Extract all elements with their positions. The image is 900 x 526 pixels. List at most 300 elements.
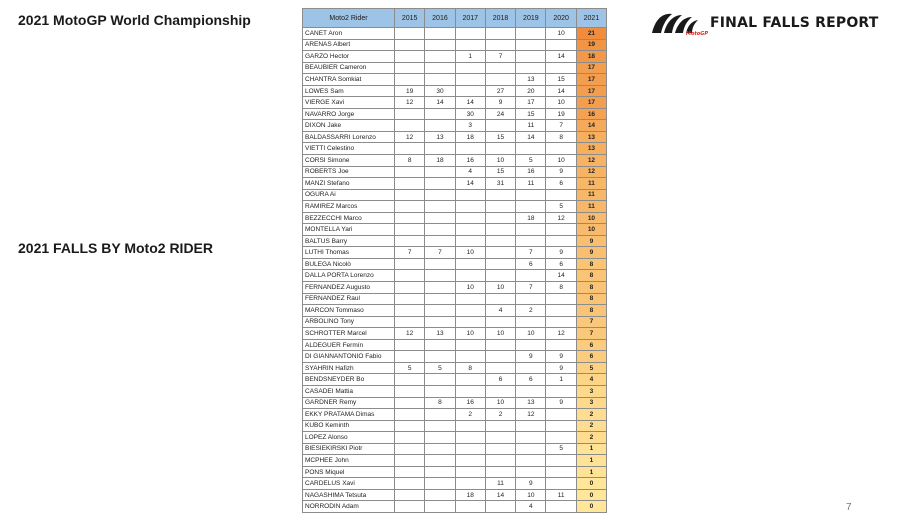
falls-year-cell	[485, 247, 515, 259]
falls-year-cell: 11	[485, 478, 515, 490]
rider-name-cell: SYAHRIN Hafizh	[303, 362, 395, 374]
falls-year-cell: 14	[546, 270, 576, 282]
falls-year-cell	[485, 74, 515, 86]
falls-year-cell	[485, 385, 515, 397]
falls-year-cell	[485, 189, 515, 201]
falls-year-cell: 2	[485, 409, 515, 421]
falls-year-cell	[455, 235, 485, 247]
falls-year-cell	[485, 143, 515, 155]
table-row	[303, 258, 607, 270]
falls-year-cell: 13	[516, 74, 546, 86]
rider-name-cell: OGURA Ai	[303, 189, 395, 201]
falls-year-cell	[485, 224, 515, 236]
falls-year-cell	[395, 143, 425, 155]
falls-year-cell: 9	[546, 247, 576, 259]
falls-year-cell	[395, 501, 425, 513]
falls-year-cell	[485, 466, 515, 478]
final-falls-report-title: FINAL FALLS REPORT	[710, 15, 879, 31]
falls-year-cell	[395, 455, 425, 467]
falls-year-cell	[485, 316, 515, 328]
falls-year-cell	[485, 339, 515, 351]
falls-year-cell: 14	[516, 131, 546, 143]
falls-year-cell	[455, 143, 485, 155]
rider-name-cell: GARZO Hector	[303, 51, 395, 63]
table-row	[303, 409, 607, 421]
falls-2021-cell: 12	[576, 155, 606, 167]
falls-2021-cell: 17	[576, 85, 606, 97]
falls-2021-cell: 11	[576, 189, 606, 201]
falls-2021-cell: 3	[576, 385, 606, 397]
falls-year-cell	[516, 143, 546, 155]
falls-year-cell: 9	[546, 166, 576, 178]
falls-year-cell: 5	[395, 362, 425, 374]
falls-year-cell	[485, 212, 515, 224]
table-row	[303, 362, 607, 374]
rider-name-cell: KUBO Keminth	[303, 420, 395, 432]
falls-year-cell	[516, 51, 546, 63]
falls-year-cell	[455, 212, 485, 224]
section-title: 2021 FALLS BY Moto2 RIDER	[18, 240, 214, 256]
falls-year-cell: 7	[395, 247, 425, 259]
falls-year-cell: 31	[485, 178, 515, 190]
table-row	[303, 108, 607, 120]
falls-year-cell	[516, 339, 546, 351]
falls-year-cell	[485, 362, 515, 374]
falls-year-cell: 9	[516, 351, 546, 363]
rider-name-cell: BALTUS Barry	[303, 235, 395, 247]
falls-2021-cell: 6	[576, 339, 606, 351]
falls-year-cell	[395, 397, 425, 409]
falls-year-cell: 8	[455, 362, 485, 374]
falls-year-cell: 13	[425, 328, 455, 340]
falls-year-cell: 10	[546, 155, 576, 167]
falls-2021-cell: 2	[576, 420, 606, 432]
falls-2021-cell: 11	[576, 178, 606, 190]
falls-2021-cell: 5	[576, 362, 606, 374]
falls-year-cell	[425, 293, 455, 305]
falls-year-cell	[425, 501, 455, 513]
falls-year-cell: 7	[485, 51, 515, 63]
rider-name-cell: NAGASHIMA Tetsuta	[303, 489, 395, 501]
falls-year-cell	[425, 120, 455, 132]
falls-year-cell	[455, 28, 485, 40]
falls-year-cell	[455, 339, 485, 351]
falls-year-cell: 10	[546, 97, 576, 109]
table-row	[303, 443, 607, 455]
table-row	[303, 293, 607, 305]
falls-year-cell: 9	[546, 362, 576, 374]
rider-name-cell: GARDNER Remy	[303, 397, 395, 409]
falls-year-cell: 14	[425, 97, 455, 109]
falls-year-cell: 6	[516, 258, 546, 270]
falls-year-cell	[425, 385, 455, 397]
rider-name-cell: DALLA PORTA Lorenzo	[303, 270, 395, 282]
table-row	[303, 374, 607, 386]
table-row	[303, 131, 607, 143]
falls-year-cell: 5	[546, 443, 576, 455]
falls-year-cell: 10	[455, 282, 485, 294]
column-header-year: 2015	[395, 9, 425, 28]
falls-year-cell	[485, 120, 515, 132]
falls-2021-cell: 8	[576, 258, 606, 270]
rider-name-cell: CARDELUS Xavi	[303, 478, 395, 490]
falls-year-cell	[516, 235, 546, 247]
rider-name-cell: BEZZECCHI Marco	[303, 212, 395, 224]
falls-year-cell	[455, 385, 485, 397]
table-body	[303, 28, 607, 513]
falls-year-cell: 20	[516, 85, 546, 97]
falls-year-cell	[425, 258, 455, 270]
falls-year-cell	[395, 270, 425, 282]
falls-year-cell	[425, 108, 455, 120]
falls-year-cell	[425, 224, 455, 236]
falls-year-cell	[425, 28, 455, 40]
falls-year-cell	[395, 224, 425, 236]
falls-year-cell	[485, 351, 515, 363]
falls-year-cell	[485, 501, 515, 513]
falls-year-cell	[395, 316, 425, 328]
falls-year-cell: 12	[546, 212, 576, 224]
falls-year-cell	[395, 235, 425, 247]
falls-year-cell: 12	[395, 131, 425, 143]
column-header-year: 2017	[455, 9, 485, 28]
falls-year-cell	[395, 339, 425, 351]
rider-name-cell: NORRODIN Adam	[303, 501, 395, 513]
falls-year-cell	[455, 443, 485, 455]
falls-year-cell	[455, 189, 485, 201]
falls-year-cell: 15	[546, 74, 576, 86]
falls-year-cell	[425, 489, 455, 501]
falls-year-cell	[455, 201, 485, 213]
falls-year-cell	[455, 316, 485, 328]
falls-year-cell	[425, 351, 455, 363]
column-header-year: 2019	[516, 9, 546, 28]
table-row	[303, 74, 607, 86]
championship-title: 2021 MotoGP World Championship	[18, 12, 251, 28]
falls-year-cell	[546, 189, 576, 201]
rider-name-cell: BENDSNEYDER Bo	[303, 374, 395, 386]
table-row	[303, 501, 607, 513]
falls-2021-cell: 7	[576, 316, 606, 328]
falls-year-cell: 12	[395, 328, 425, 340]
table-row	[303, 97, 607, 109]
column-header-year: 2018	[485, 9, 515, 28]
falls-year-cell	[516, 316, 546, 328]
falls-year-cell: 12	[395, 97, 425, 109]
falls-year-cell: 9	[546, 397, 576, 409]
falls-year-cell: 6	[546, 178, 576, 190]
falls-year-cell	[546, 409, 576, 421]
falls-2021-cell: 17	[576, 97, 606, 109]
table-row	[303, 235, 607, 247]
table-row	[303, 62, 607, 74]
falls-year-cell	[516, 293, 546, 305]
falls-2021-cell: 19	[576, 39, 606, 51]
falls-year-cell: 16	[455, 155, 485, 167]
falls-year-cell	[546, 293, 576, 305]
falls-year-cell	[395, 62, 425, 74]
falls-year-cell	[395, 443, 425, 455]
table-row	[303, 28, 607, 40]
rider-name-cell: LOPEZ Alonso	[303, 432, 395, 444]
falls-year-cell	[485, 39, 515, 51]
falls-year-cell: 8	[546, 131, 576, 143]
table-row	[303, 316, 607, 328]
table-row	[303, 397, 607, 409]
falls-year-cell: 10	[485, 397, 515, 409]
falls-2021-cell: 0	[576, 478, 606, 490]
falls-year-cell	[425, 74, 455, 86]
falls-year-cell	[485, 62, 515, 74]
falls-year-cell: 14	[546, 85, 576, 97]
falls-year-cell: 10	[546, 28, 576, 40]
falls-year-cell	[395, 108, 425, 120]
falls-year-cell	[395, 51, 425, 63]
falls-year-cell	[425, 443, 455, 455]
rider-name-cell: CORSI Simone	[303, 155, 395, 167]
rider-name-cell: NAVARRO Jorge	[303, 108, 395, 120]
falls-2021-cell: 7	[576, 328, 606, 340]
falls-year-cell	[425, 62, 455, 74]
falls-year-cell: 13	[516, 397, 546, 409]
page-number: 7	[846, 502, 852, 513]
falls-year-cell	[516, 28, 546, 40]
falls-table	[302, 8, 607, 513]
falls-2021-cell: 1	[576, 466, 606, 478]
falls-year-cell	[485, 201, 515, 213]
table-row	[303, 85, 607, 97]
table-row	[303, 305, 607, 317]
falls-year-cell: 16	[516, 166, 546, 178]
falls-year-cell	[425, 432, 455, 444]
rider-name-cell: CHANTRA Somkiat	[303, 74, 395, 86]
rider-name-cell: MANZI Stefano	[303, 178, 395, 190]
falls-year-cell	[395, 166, 425, 178]
falls-year-cell	[516, 270, 546, 282]
rider-name-cell: BULEGA Nicolò	[303, 258, 395, 270]
rider-name-cell: MCPHEE John	[303, 455, 395, 467]
falls-year-cell	[455, 455, 485, 467]
rider-name-cell: BIESIEKIRSKI Piotr	[303, 443, 395, 455]
falls-year-cell	[455, 85, 485, 97]
falls-year-cell	[395, 420, 425, 432]
falls-year-cell	[516, 189, 546, 201]
falls-year-cell: 2	[455, 409, 485, 421]
falls-year-cell	[516, 362, 546, 374]
falls-year-cell	[395, 351, 425, 363]
falls-year-cell	[425, 166, 455, 178]
falls-year-cell: 19	[546, 108, 576, 120]
table-row	[303, 120, 607, 132]
falls-2021-cell: 8	[576, 305, 606, 317]
table-row	[303, 455, 607, 467]
falls-2021-cell: 0	[576, 501, 606, 513]
falls-year-cell	[485, 258, 515, 270]
rider-name-cell: CANET Aron	[303, 28, 395, 40]
falls-year-cell	[395, 478, 425, 490]
falls-year-cell	[485, 28, 515, 40]
falls-year-cell: 4	[485, 305, 515, 317]
falls-year-cell	[546, 235, 576, 247]
falls-year-cell	[455, 432, 485, 444]
table-row	[303, 339, 607, 351]
falls-year-cell	[395, 28, 425, 40]
falls-year-cell: 10	[485, 328, 515, 340]
falls-2021-cell: 14	[576, 120, 606, 132]
falls-2021-cell: 13	[576, 143, 606, 155]
falls-year-cell	[425, 51, 455, 63]
falls-year-cell	[425, 339, 455, 351]
table-row	[303, 420, 607, 432]
rider-name-cell: DIXON Jake	[303, 120, 395, 132]
falls-year-cell	[425, 189, 455, 201]
table-row	[303, 478, 607, 490]
falls-year-cell	[425, 409, 455, 421]
falls-year-cell	[395, 466, 425, 478]
falls-year-cell: 13	[425, 131, 455, 143]
falls-year-cell	[546, 385, 576, 397]
falls-2021-cell: 2	[576, 409, 606, 421]
falls-year-cell	[395, 409, 425, 421]
falls-year-cell: 7	[546, 120, 576, 132]
falls-year-cell: 11	[516, 120, 546, 132]
table-row	[303, 351, 607, 363]
falls-table-wrapper	[302, 8, 607, 513]
table-row	[303, 432, 607, 444]
falls-2021-cell: 12	[576, 166, 606, 178]
falls-year-cell: 14	[455, 97, 485, 109]
falls-year-cell: 19	[395, 85, 425, 97]
falls-year-cell: 10	[455, 247, 485, 259]
falls-2021-cell: 17	[576, 74, 606, 86]
falls-year-cell	[395, 212, 425, 224]
motogp-logo-icon	[650, 9, 709, 37]
falls-year-cell: 17	[516, 97, 546, 109]
falls-year-cell	[425, 316, 455, 328]
falls-year-cell: 15	[485, 166, 515, 178]
rider-name-cell: ALDEGUER Fermín	[303, 339, 395, 351]
falls-year-cell: 5	[546, 201, 576, 213]
falls-year-cell	[425, 270, 455, 282]
falls-2021-cell: 21	[576, 28, 606, 40]
falls-year-cell	[425, 282, 455, 294]
falls-year-cell	[516, 39, 546, 51]
rider-name-cell: PONS Miquel	[303, 466, 395, 478]
rider-name-cell: EKKY PRATAMA Dimas	[303, 409, 395, 421]
rider-name-cell: ARBOLINO Tony	[303, 316, 395, 328]
falls-year-cell	[516, 432, 546, 444]
falls-year-cell: 1	[455, 51, 485, 63]
table-row	[303, 466, 607, 478]
falls-year-cell: 14	[546, 51, 576, 63]
falls-year-cell: 12	[516, 409, 546, 421]
falls-2021-cell: 11	[576, 201, 606, 213]
falls-year-cell: 18	[425, 155, 455, 167]
falls-year-cell	[546, 224, 576, 236]
falls-2021-cell: 3	[576, 397, 606, 409]
falls-year-cell	[485, 443, 515, 455]
table-row	[303, 328, 607, 340]
falls-year-cell: 24	[485, 108, 515, 120]
falls-year-cell: 11	[546, 489, 576, 501]
falls-year-cell	[455, 258, 485, 270]
falls-year-cell: 10	[516, 328, 546, 340]
falls-year-cell	[425, 466, 455, 478]
falls-year-cell	[516, 224, 546, 236]
falls-year-cell: 7	[425, 247, 455, 259]
falls-year-cell: 14	[485, 489, 515, 501]
rider-name-cell: SCHROTTER Marcel	[303, 328, 395, 340]
falls-year-cell	[395, 293, 425, 305]
rider-name-cell: ARENAS Albert	[303, 39, 395, 51]
falls-year-cell	[425, 178, 455, 190]
table-row	[303, 39, 607, 51]
falls-year-cell: 15	[485, 131, 515, 143]
falls-year-cell	[455, 351, 485, 363]
falls-year-cell	[455, 501, 485, 513]
falls-year-cell	[546, 339, 576, 351]
falls-year-cell	[455, 466, 485, 478]
rider-name-cell: FERNANDEZ Raul	[303, 293, 395, 305]
falls-year-cell: 6	[485, 374, 515, 386]
falls-year-cell	[546, 432, 576, 444]
falls-year-cell	[395, 178, 425, 190]
rider-name-cell: LUTHI Thomas	[303, 247, 395, 259]
rider-name-cell: CASADEI Mattia	[303, 385, 395, 397]
table-row	[303, 178, 607, 190]
table-row	[303, 166, 607, 178]
falls-year-cell	[546, 455, 576, 467]
falls-year-cell	[546, 305, 576, 317]
falls-2021-cell: 8	[576, 270, 606, 282]
falls-year-cell	[485, 455, 515, 467]
falls-year-cell: 30	[425, 85, 455, 97]
falls-year-cell: 2	[516, 305, 546, 317]
falls-year-cell	[425, 235, 455, 247]
column-header-rider: Moto2 Rider	[303, 9, 395, 28]
falls-2021-cell: 9	[576, 247, 606, 259]
falls-year-cell	[395, 39, 425, 51]
falls-2021-cell: 17	[576, 62, 606, 74]
falls-year-cell	[516, 455, 546, 467]
falls-year-cell	[455, 374, 485, 386]
falls-year-cell	[485, 270, 515, 282]
falls-year-cell	[455, 39, 485, 51]
falls-year-cell	[546, 39, 576, 51]
table-header-row	[303, 9, 607, 28]
falls-year-cell: 6	[546, 258, 576, 270]
falls-year-cell	[546, 501, 576, 513]
falls-year-cell	[455, 293, 485, 305]
falls-2021-cell: 10	[576, 224, 606, 236]
falls-year-cell	[516, 420, 546, 432]
falls-year-cell: 16	[455, 397, 485, 409]
falls-year-cell	[425, 305, 455, 317]
rider-name-cell: FERNANDEZ Augusto	[303, 282, 395, 294]
falls-year-cell	[546, 316, 576, 328]
falls-year-cell: 30	[455, 108, 485, 120]
rider-name-cell: BEAUBIER Cameron	[303, 62, 395, 74]
table-row	[303, 201, 607, 213]
table-row	[303, 155, 607, 167]
falls-2021-cell: 1	[576, 443, 606, 455]
falls-2021-cell: 1	[576, 455, 606, 467]
falls-year-cell: 5	[516, 155, 546, 167]
falls-year-cell	[395, 74, 425, 86]
falls-year-cell	[395, 201, 425, 213]
falls-2021-cell: 8	[576, 293, 606, 305]
falls-year-cell: 18	[516, 212, 546, 224]
